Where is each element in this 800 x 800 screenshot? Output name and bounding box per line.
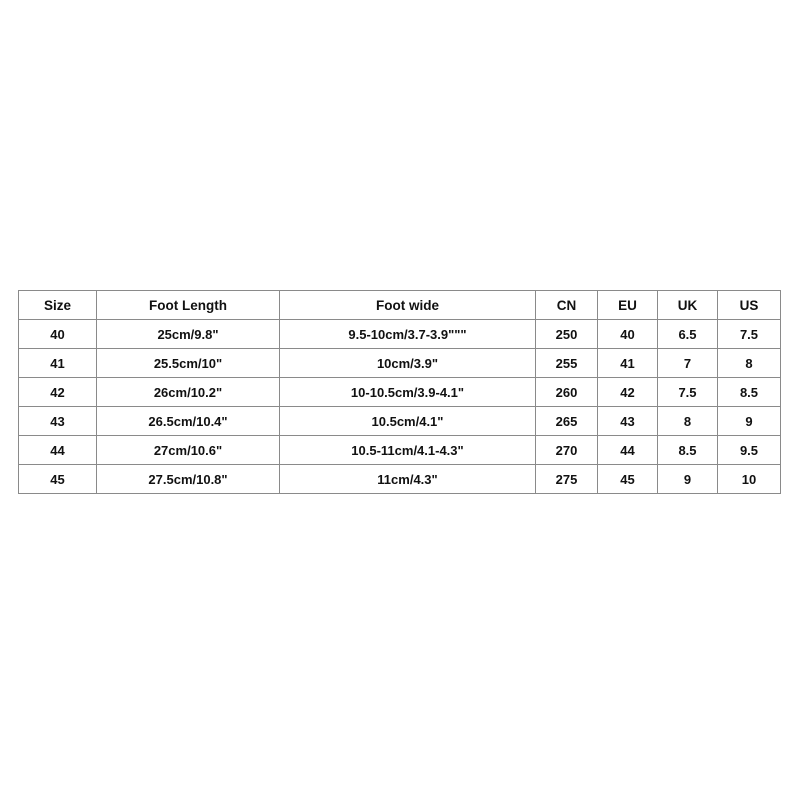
cell-cn: 255 (536, 349, 598, 378)
cell-foot-wide: 10.5-11cm/4.1-4.3" (280, 436, 536, 465)
cell-us: 7.5 (718, 320, 781, 349)
cell-foot-length: 26cm/10.2" (97, 378, 280, 407)
cell-foot-length: 27.5cm/10.8" (97, 465, 280, 494)
cell-us: 8 (718, 349, 781, 378)
cell-cn: 250 (536, 320, 598, 349)
cell-eu: 40 (598, 320, 658, 349)
cell-eu: 41 (598, 349, 658, 378)
header-us: US (718, 291, 781, 320)
cell-foot-wide: 10.5cm/4.1" (280, 407, 536, 436)
cell-cn: 260 (536, 378, 598, 407)
cell-uk: 6.5 (658, 320, 718, 349)
table-row (19, 436, 781, 465)
header-row (19, 291, 781, 320)
cell-size: 44 (19, 436, 97, 465)
cell-foot-wide: 11cm/4.3" (280, 465, 536, 494)
cell-foot-length: 27cm/10.6" (97, 436, 280, 465)
cell-uk: 8 (658, 407, 718, 436)
cell-size: 43 (19, 407, 97, 436)
size-chart-header (19, 291, 781, 320)
cell-size: 45 (19, 465, 97, 494)
cell-uk: 8.5 (658, 436, 718, 465)
cell-uk: 7.5 (658, 378, 718, 407)
cell-us: 8.5 (718, 378, 781, 407)
table-row (19, 320, 781, 349)
header-cn: CN (536, 291, 598, 320)
cell-foot-wide: 9.5-10cm/3.7-3.9""" (280, 320, 536, 349)
header-eu: EU (598, 291, 658, 320)
header-uk: UK (658, 291, 718, 320)
header-foot-wide: Foot wide (280, 291, 536, 320)
cell-size: 40 (19, 320, 97, 349)
header-size: Size (19, 291, 97, 320)
cell-foot-length: 25cm/9.8" (97, 320, 280, 349)
cell-uk: 9 (658, 465, 718, 494)
cell-foot-wide: 10cm/3.9" (280, 349, 536, 378)
cell-uk: 7 (658, 349, 718, 378)
cell-cn: 270 (536, 436, 598, 465)
table-row (19, 407, 781, 436)
cell-foot-length: 26.5cm/10.4" (97, 407, 280, 436)
cell-us: 9 (718, 407, 781, 436)
cell-cn: 275 (536, 465, 598, 494)
header-foot-length: Foot Length (97, 291, 280, 320)
cell-cn: 265 (536, 407, 598, 436)
cell-eu: 44 (598, 436, 658, 465)
cell-us: 9.5 (718, 436, 781, 465)
table-row (19, 378, 781, 407)
cell-eu: 43 (598, 407, 658, 436)
cell-foot-wide: 10-10.5cm/3.9-4.1" (280, 378, 536, 407)
cell-us: 10 (718, 465, 781, 494)
size-chart-table (18, 290, 781, 494)
cell-foot-length: 25.5cm/10" (97, 349, 280, 378)
cell-size: 42 (19, 378, 97, 407)
cell-eu: 45 (598, 465, 658, 494)
cell-eu: 42 (598, 378, 658, 407)
size-chart-body (19, 320, 781, 494)
cell-size: 41 (19, 349, 97, 378)
table-row (19, 349, 781, 378)
table-row (19, 465, 781, 494)
